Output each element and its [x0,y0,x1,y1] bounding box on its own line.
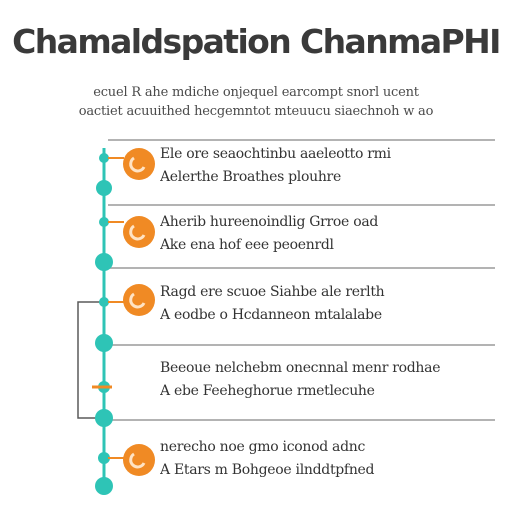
step-3-line-2: A eodbe o Hcdanneon mtalalabe [160,307,382,323]
timeline-node [96,180,112,196]
step-1-text [160,143,500,189]
step-2-line-2: Ake ena hof eee peoenrdl [160,237,334,253]
step-1-line-1: Ele ore seaochtinbu aaeleotto rmi [160,146,391,162]
step-3-line-1: Ragd ere scuoe Siahbe ale rerlth [160,284,385,300]
timeline-node [95,253,113,271]
step-2-orange-marker [108,216,155,248]
timeline-node [99,297,109,307]
subtitle-line-2: oactiet acuuithed hecgemntot mteuucu siaechnoh w ao [78,104,434,119]
step-5-line-1: nerecho noe gmo iconod adnc [160,439,365,455]
step-4-text [160,357,500,403]
step-1-line-2: Aelerthe Broathes plouhre [160,169,341,185]
timeline-node [99,217,109,227]
step-5-orange-marker [108,444,155,476]
step-2-text [160,211,500,257]
step-5-line-2: A Etars m Bohgeoe ilnddtpfned [160,462,375,478]
step-3-text [160,281,500,327]
timeline-node [99,153,109,163]
diagram-title: Chamaldspation ChanmaPHI [12,22,500,61]
step-1-orange-marker [108,148,155,180]
timeline-node [95,477,113,495]
timeline-node [95,334,113,352]
subtitle-line-1: ecuel R ahe mdiche onjequel earcompt snorl ucent [93,85,419,100]
step-5-text [160,436,500,482]
step-3-orange-marker [108,284,155,316]
step-4-line-1: Beeoue nelchebm onecnnal menr rodhae [160,360,441,376]
step-4-line-2: A ebe Feeheghorue rmetlecuhe [160,383,375,399]
timeline-node [95,409,113,427]
step-2-line-1: Aherib hureenoindlig Grroe oad [160,214,379,230]
timeline-bracket [78,302,104,418]
